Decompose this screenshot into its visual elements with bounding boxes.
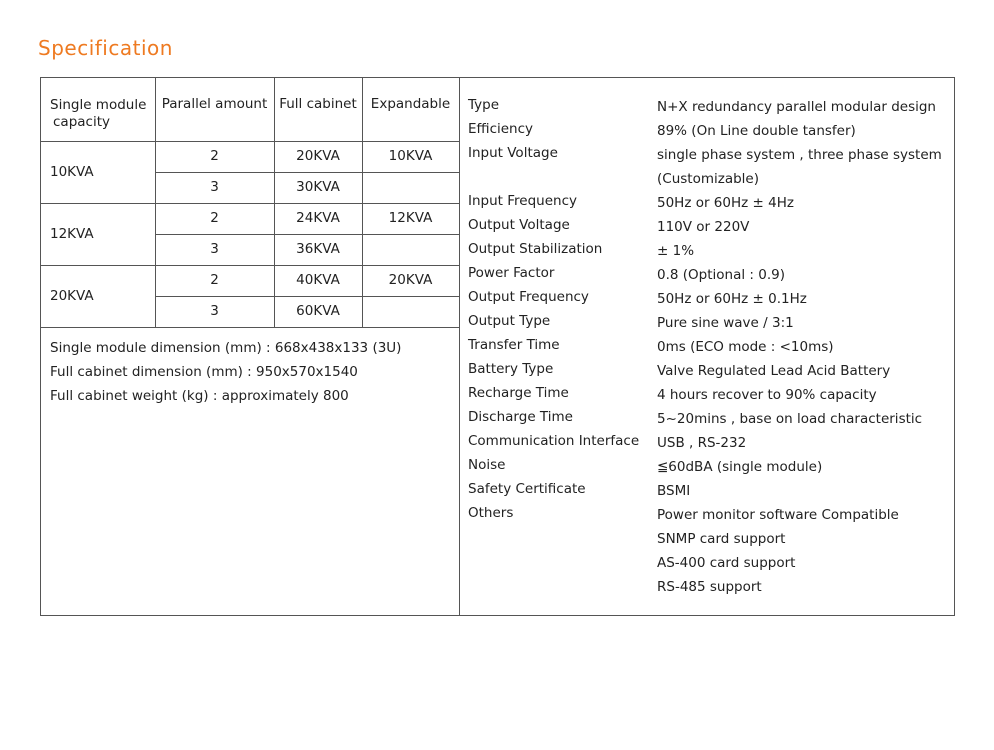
table-cell-cabinet: 30KVA <box>296 179 340 195</box>
table-col-rule <box>155 141 156 203</box>
spec-label: Output Type <box>468 313 551 329</box>
spec-value: ± 1% <box>657 243 695 259</box>
table-col-rule <box>362 265 363 327</box>
table-col-rule <box>155 78 156 141</box>
spec-value: 5~20mins , base on load characteristic <box>657 411 923 427</box>
table-col-rule <box>362 78 363 141</box>
spec-label: Transfer Time <box>468 337 560 353</box>
spec-value: (Customizable) <box>657 171 759 187</box>
table-cell-expandable: 20KVA <box>388 272 433 288</box>
dimension-line: Full cabinet dimension (mm) : 950x570x1540 <box>50 364 358 380</box>
table-col-rule <box>274 141 275 203</box>
header-module: Single module <box>50 97 147 113</box>
table-cell-parallel: 3 <box>210 179 219 195</box>
spec-value: 110V or 220V <box>657 219 750 235</box>
spec-label: Output Voltage <box>468 217 570 233</box>
spec-label: Safety Certificate <box>468 481 586 497</box>
spec-value: USB , RS-232 <box>657 435 747 451</box>
dimension-line: Single module dimension (mm) : 668x438x133 (3U) <box>50 340 402 356</box>
table-col-rule <box>274 78 275 141</box>
table-cell-module: 20KVA <box>50 288 94 304</box>
spec-value: 89% (On Line double tansfer) <box>657 123 856 139</box>
table-col-rule <box>362 141 363 203</box>
dimension-line: Full cabinet weight (kg) : approximately 800 <box>50 388 349 404</box>
spec-label: Efficiency <box>468 121 534 137</box>
table-rule <box>41 327 459 328</box>
table-cell-cabinet: 24KVA <box>296 210 340 226</box>
dimensions-list <box>50 336 401 408</box>
panel-divider <box>459 78 460 615</box>
table-cell-expandable: 12KVA <box>388 210 433 226</box>
spec-label: Discharge Time <box>468 409 573 425</box>
spec-label: Communication Interface <box>468 433 640 449</box>
spec-label: Output Stabilization <box>468 241 603 257</box>
table-cell-module: 12KVA <box>50 226 94 242</box>
table-rule <box>155 296 459 297</box>
table-col-rule <box>155 203 156 265</box>
header-parallel: Parallel amount <box>161 96 268 112</box>
spec-value: single phase system , three phase system <box>657 147 942 163</box>
spec-value: RS-485 support <box>657 579 762 595</box>
table-rule <box>41 265 459 266</box>
spec-label: Type <box>468 97 500 113</box>
table-cell-module: 10KVA <box>50 164 94 180</box>
spec-label: Recharge Time <box>468 385 569 401</box>
table-cell-cabinet: 20KVA <box>296 148 340 164</box>
spec-value: SNMP card support <box>657 531 786 547</box>
spec-label: Noise <box>468 457 506 473</box>
spec-value: BSMI <box>657 483 691 499</box>
spec-value: 50Hz or 60Hz ± 4Hz <box>657 195 794 211</box>
table-col-rule <box>274 265 275 327</box>
spec-label: Output Frequency <box>468 289 589 305</box>
spec-value: Power monitor software Compatible <box>657 507 899 523</box>
spec-value: Pure sine wave / 3:1 <box>657 315 794 331</box>
spec-value: Valve Regulated Lead Acid Battery <box>657 363 891 379</box>
table-rule <box>41 141 459 142</box>
table-cell-parallel: 3 <box>210 303 219 319</box>
table-cell-cabinet: 60KVA <box>296 303 340 319</box>
table-cell-parallel: 3 <box>210 241 219 257</box>
spec-value: 0.8 (Optional : 0.9) <box>657 267 785 283</box>
table-col-rule <box>362 203 363 265</box>
table-cell-cabinet: 40KVA <box>296 272 340 288</box>
spec-label: Battery Type <box>468 361 554 377</box>
specification-panel <box>40 77 955 616</box>
spec-value: 50Hz or 60Hz ± 0.1Hz <box>657 291 807 307</box>
table-cell-parallel: 2 <box>210 210 219 226</box>
spec-label: Input Frequency <box>468 193 577 209</box>
table-rule <box>155 234 459 235</box>
table-cell-cabinet: 36KVA <box>296 241 340 257</box>
table-cell-parallel: 2 <box>210 272 219 288</box>
page-title: Specification <box>38 36 173 60</box>
spec-value: N+X redundancy parallel modular design <box>657 99 936 115</box>
header-expandable: Expandable <box>370 96 451 112</box>
spec-label: Power Factor <box>468 265 555 281</box>
spec-value: 4 hours recover to 90% capacity <box>657 387 877 403</box>
header-cabinet: Full cabinet <box>279 96 357 112</box>
spec-label: Others <box>468 505 514 521</box>
spec-label: Input Voltage <box>468 145 558 161</box>
header-module-sub: capacity <box>53 114 110 130</box>
table-cell-expandable: 10KVA <box>388 148 433 164</box>
spec-value: ≦60dBA (single module) <box>657 459 823 475</box>
table-col-rule <box>155 265 156 327</box>
table-cell-parallel: 2 <box>210 148 219 164</box>
table-rule <box>41 203 459 204</box>
table-rule <box>155 172 459 173</box>
table-col-rule <box>274 203 275 265</box>
spec-value: AS-400 card support <box>657 555 796 571</box>
spec-value: 0ms (ECO mode : <10ms) <box>657 339 834 355</box>
